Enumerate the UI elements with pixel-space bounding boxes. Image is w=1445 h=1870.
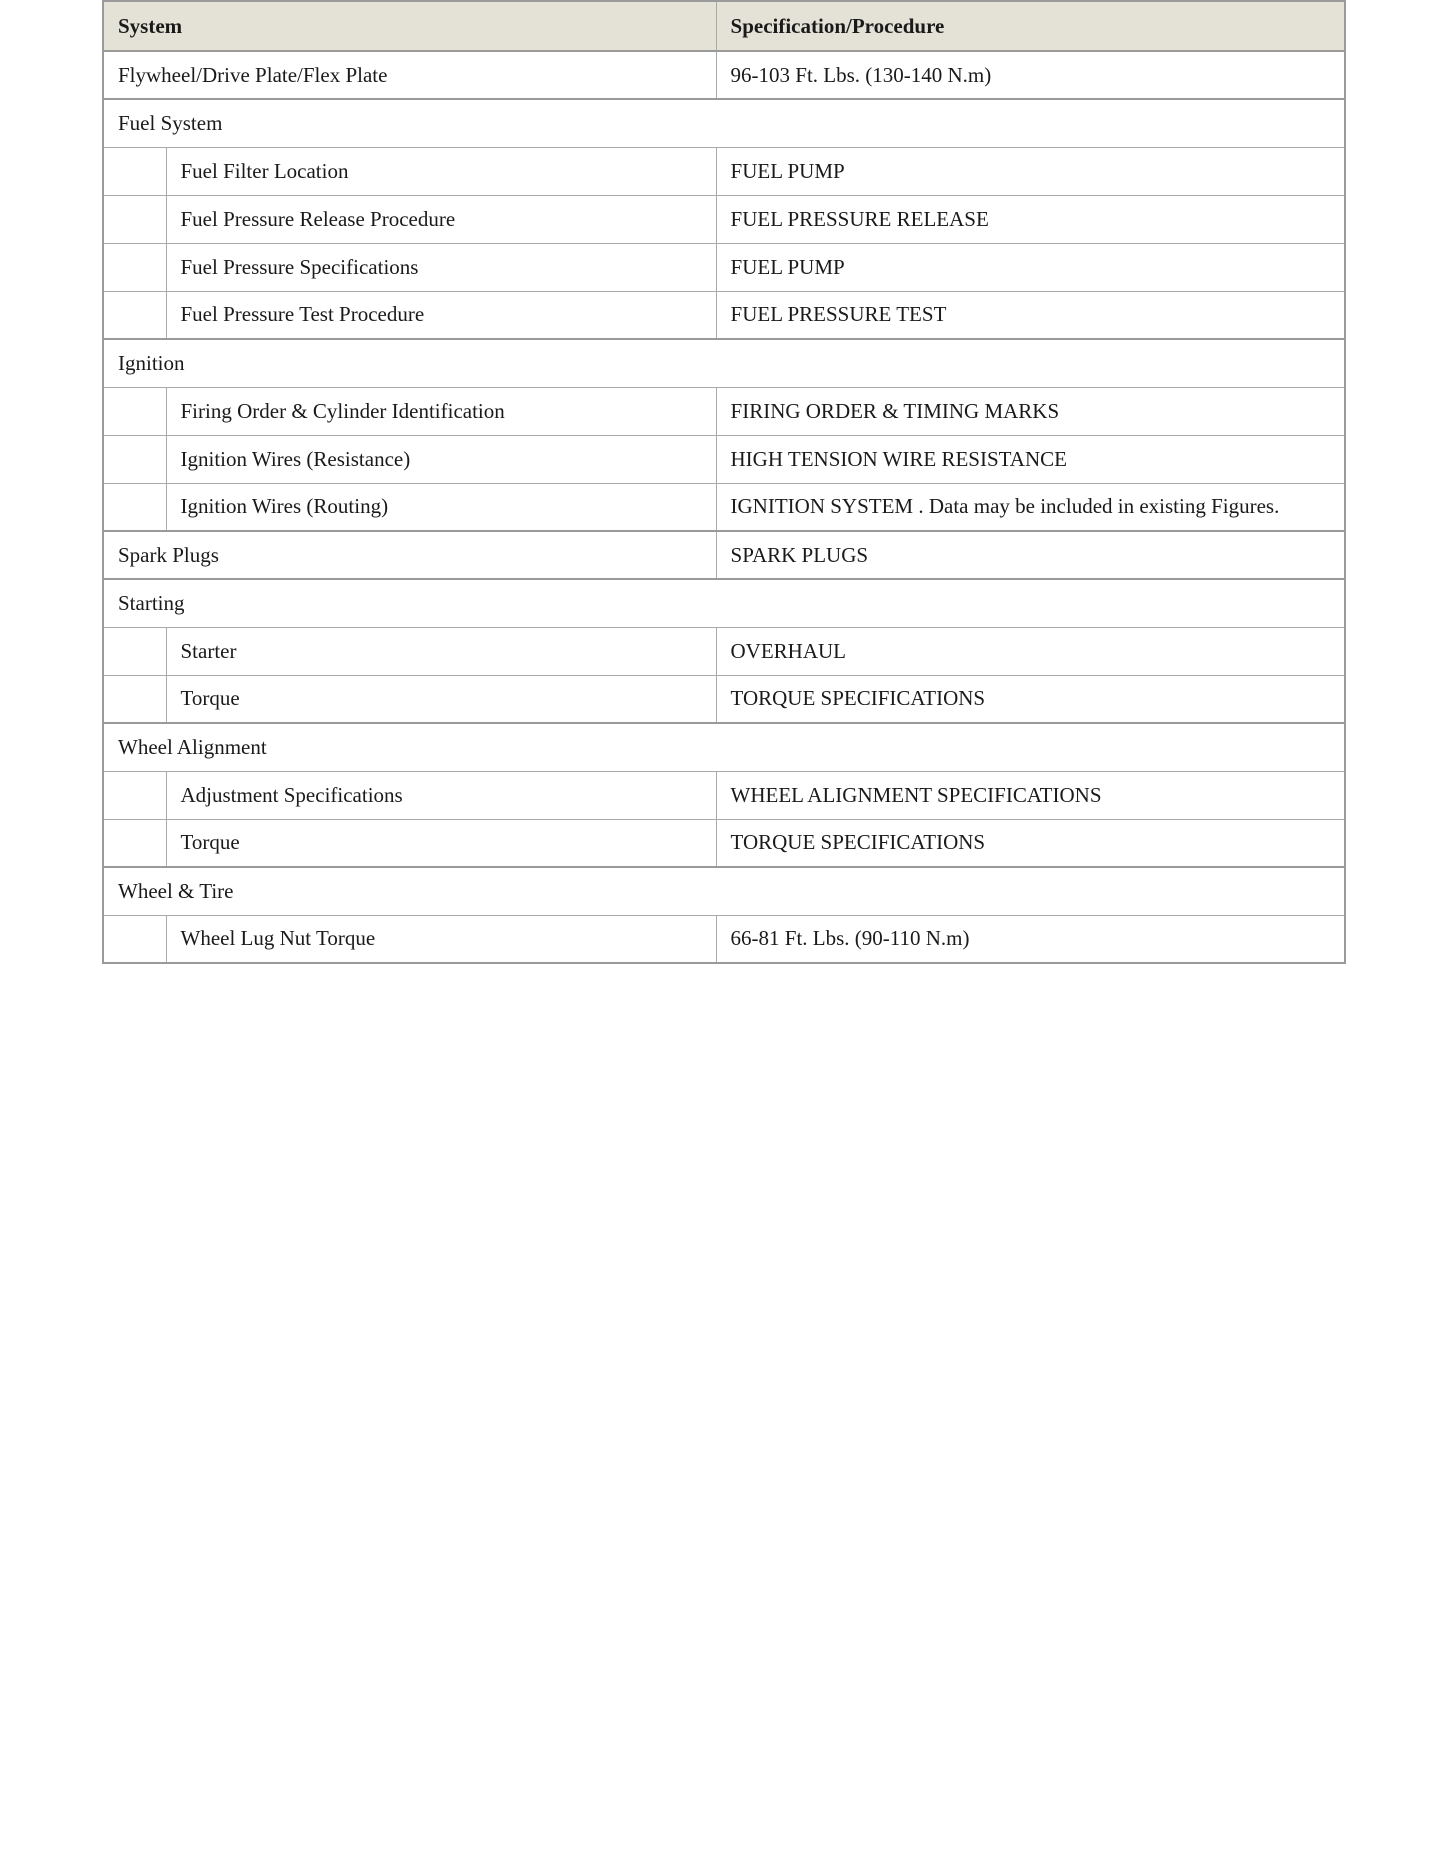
table-row xyxy=(103,483,1345,531)
table-header-row xyxy=(103,1,1345,51)
spec-cell: FUEL PUMP xyxy=(716,147,1345,195)
section-row xyxy=(103,867,1345,915)
spec-cell: 66-81 Ft. Lbs. (90-110 N.m) xyxy=(716,915,1345,963)
spec-cell: OVERHAUL xyxy=(716,627,1345,675)
system-cell: Torque xyxy=(166,675,716,723)
table-row xyxy=(103,819,1345,867)
indent-cell xyxy=(103,771,166,819)
table-row xyxy=(103,771,1345,819)
system-cell: Spark Plugs xyxy=(103,531,716,579)
indent-cell xyxy=(103,915,166,963)
spec-cell: TORQUE SPECIFICATIONS xyxy=(716,819,1345,867)
indent-cell xyxy=(103,483,166,531)
table-row xyxy=(103,915,1345,963)
system-cell: Fuel Pressure Test Procedure xyxy=(166,291,716,339)
spec-cell: IGNITION SYSTEM . Data may be included in existing Figures. xyxy=(716,483,1345,531)
section-row xyxy=(103,339,1345,387)
header-system: System xyxy=(103,1,716,51)
indent-cell xyxy=(103,435,166,483)
header-specification: Specification/Procedure xyxy=(716,1,1345,51)
table-row xyxy=(103,435,1345,483)
table-row xyxy=(103,291,1345,339)
spec-cell: FIRING ORDER & TIMING MARKS xyxy=(716,387,1345,435)
indent-cell xyxy=(103,627,166,675)
system-cell: Fuel Pressure Release Procedure xyxy=(166,195,716,243)
spec-cell: FUEL PRESSURE TEST xyxy=(716,291,1345,339)
spec-cell: SPARK PLUGS xyxy=(716,531,1345,579)
section-row xyxy=(103,579,1345,627)
indent-cell xyxy=(103,291,166,339)
table-row xyxy=(103,243,1345,291)
system-cell: Fuel Pressure Specifications xyxy=(166,243,716,291)
table-row xyxy=(103,531,1345,579)
spec-cell: TORQUE SPECIFICATIONS xyxy=(716,675,1345,723)
indent-cell xyxy=(103,243,166,291)
system-cell: Ignition Wires (Routing) xyxy=(166,483,716,531)
spec-cell: FUEL PRESSURE RELEASE xyxy=(716,195,1345,243)
system-cell: Ignition Wires (Resistance) xyxy=(166,435,716,483)
spec-cell: HIGH TENSION WIRE RESISTANCE xyxy=(716,435,1345,483)
system-cell: Torque xyxy=(166,819,716,867)
indent-cell xyxy=(103,147,166,195)
section-row xyxy=(103,99,1345,147)
table-row xyxy=(103,51,1345,99)
indent-cell xyxy=(103,675,166,723)
table-row xyxy=(103,675,1345,723)
section-title: Wheel Alignment xyxy=(103,723,1345,771)
indent-cell xyxy=(103,195,166,243)
system-cell: Wheel Lug Nut Torque xyxy=(166,915,716,963)
table-body xyxy=(103,51,1345,963)
table-row xyxy=(103,147,1345,195)
system-cell: Firing Order & Cylinder Identification xyxy=(166,387,716,435)
spec-cell: WHEEL ALIGNMENT SPECIFICATIONS xyxy=(716,771,1345,819)
section-title: Ignition xyxy=(103,339,1345,387)
system-cell: Adjustment Specifications xyxy=(166,771,716,819)
spec-cell: FUEL PUMP xyxy=(716,243,1345,291)
spec-cell: 96-103 Ft. Lbs. (130-140 N.m) xyxy=(716,51,1345,99)
table-row xyxy=(103,627,1345,675)
section-title: Starting xyxy=(103,579,1345,627)
system-cell: Flywheel/Drive Plate/Flex Plate xyxy=(103,51,716,99)
system-cell: Fuel Filter Location xyxy=(166,147,716,195)
system-cell: Starter xyxy=(166,627,716,675)
section-title: Fuel System xyxy=(103,99,1345,147)
section-row xyxy=(103,723,1345,771)
section-title: Wheel & Tire xyxy=(103,867,1345,915)
table-row xyxy=(103,387,1345,435)
table-row xyxy=(103,195,1345,243)
indent-cell xyxy=(103,387,166,435)
indent-cell xyxy=(103,819,166,867)
specification-table xyxy=(102,0,1346,964)
